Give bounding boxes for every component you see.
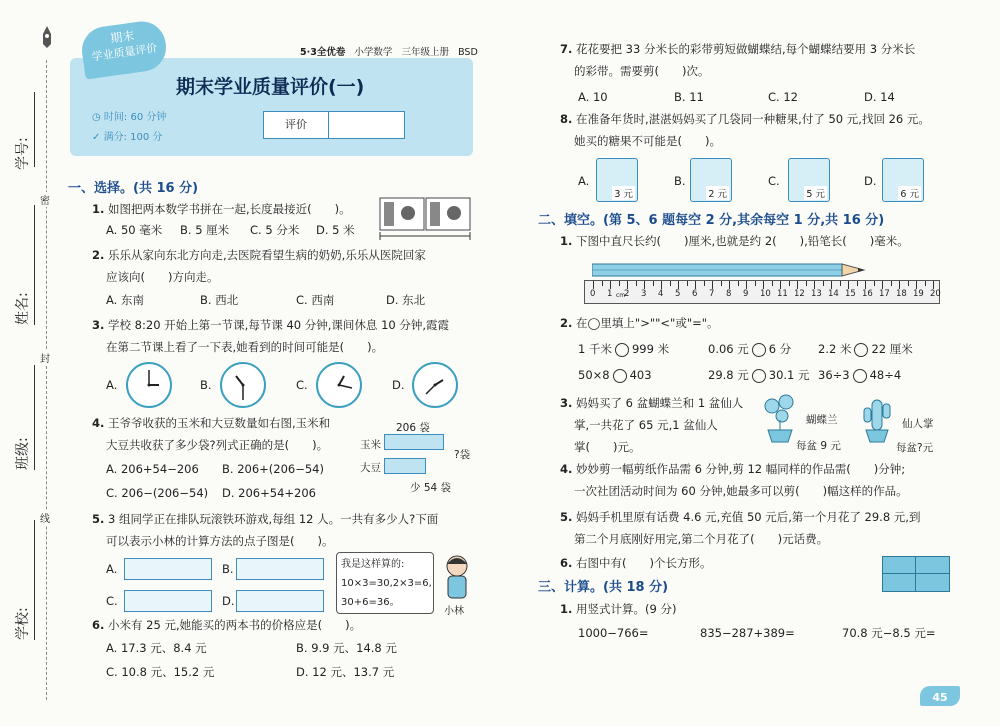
candy-price-b: 2 元 — [706, 186, 729, 200]
q2-option-d[interactable]: D. 东北 — [386, 293, 426, 307]
series-info — [300, 44, 478, 58]
cut-mark-2: 封 — [40, 350, 50, 365]
ruler-label: 14 — [828, 289, 839, 299]
ruler-label: 18 — [896, 289, 907, 299]
c1 — [560, 598, 676, 620]
compare-row-4 — [578, 364, 652, 386]
q6-option-d[interactable]: D. 12 元、13.7 元 — [296, 665, 395, 679]
q3-option-c[interactable]: C. — [296, 378, 308, 392]
q4-option-d[interactable]: D. 206+54+206 — [222, 486, 316, 500]
section3-heading: 三、计算。(共 18 分) — [538, 580, 669, 595]
q5-option-b[interactable]: B. — [222, 562, 234, 576]
ruler-label: 4 — [658, 289, 664, 299]
candy-bag-d-icon — [882, 158, 924, 202]
q8 — [560, 108, 930, 152]
ruler-label: 9 — [743, 289, 749, 299]
q1-text: 如图把两本数学书拼在一起,长度最接近( )。 — [108, 202, 351, 216]
f6-text: 右图中有( )个长方形。 — [576, 556, 712, 570]
section1-heading: 一、选择。(共 16 分) — [68, 181, 199, 196]
q8-option-c[interactable]: C. — [768, 174, 780, 188]
ruler-tick — [780, 281, 781, 289]
ruler-tick — [593, 281, 594, 289]
edition: BSD — [458, 47, 478, 58]
speech-bubble — [336, 552, 434, 614]
diagram-question-label: ?袋 — [454, 449, 471, 461]
q6-text: 小米有 25 元,她能买的两本书的价格应是( )。 — [108, 618, 362, 632]
q4-number: 4. — [92, 416, 105, 430]
q4-option-b[interactable]: B. 206+(206−54) — [222, 462, 324, 476]
f5 — [560, 506, 920, 550]
q8-option-b[interactable]: B. — [674, 174, 686, 188]
diagram-top-label: 206 袋 — [396, 422, 430, 434]
ruler-label: 20 — [930, 289, 941, 299]
f5-line2: 第二个月底刚好用完,第二个月花了( )元话费。 — [574, 532, 829, 546]
q7 — [560, 38, 915, 82]
check-icon: ✓ — [92, 132, 101, 143]
q1-option-c[interactable]: C. 5 分米 — [250, 223, 300, 237]
q8-option-a[interactable]: A. — [578, 174, 590, 188]
candy-price-c: 5 元 — [804, 186, 827, 200]
ruler-half-tick — [738, 281, 739, 286]
c1-number: 1. — [560, 602, 573, 616]
compare-row-1 — [578, 338, 669, 360]
ruler-half-tick — [704, 281, 705, 286]
f2-text: 在◯里填上">""<"或"="。 — [576, 316, 719, 330]
q8-line2: 她买的糖果不可能是( )。 — [574, 134, 721, 148]
q6-option-a[interactable]: A. 17.3 元、8.4 元 — [106, 641, 207, 655]
ruler-tick — [848, 281, 849, 289]
page-number: 45 — [932, 691, 948, 704]
q7-line2: 的彩带。需要剪( )次。 — [574, 64, 710, 78]
q7-number: 7. — [560, 42, 573, 56]
ruler-tick — [610, 281, 611, 289]
q5-option-a[interactable]: A. — [106, 562, 118, 576]
cmp-4-left: 50×8 — [578, 368, 610, 382]
cmp-5-left: 29.8 元 — [708, 368, 749, 382]
cut-mark-3: 线 — [40, 510, 50, 525]
q4-line2: 大豆共收获了多少袋?列式正确的是( )。 — [106, 438, 329, 452]
q4 — [92, 412, 330, 456]
candy-price-d: 6 元 — [898, 186, 921, 200]
q4-line1: 王爷爷收获的玉米和大豆数量如右图,玉米和 — [108, 416, 331, 430]
ruler-label: 12 — [794, 289, 805, 299]
ruler-half-tick — [636, 281, 637, 286]
compare-circle[interactable] — [752, 343, 766, 357]
clock-b-icon — [220, 362, 266, 408]
pencil-icon — [592, 262, 872, 276]
evaluation-box — [263, 111, 405, 139]
ruler-label: 5 — [675, 289, 681, 299]
ruler-half-tick — [602, 281, 603, 286]
boy-name: 小林 — [444, 606, 464, 617]
time-info — [92, 108, 166, 123]
cmp-1-left: 1 千米 — [578, 342, 612, 356]
ruler-half-tick — [857, 281, 858, 286]
ruler-half-tick — [653, 281, 654, 286]
compare-circle[interactable] — [853, 369, 867, 383]
q1-option-d[interactable]: D. 5 米 — [316, 223, 355, 237]
rocket-icon — [42, 26, 52, 50]
f4-line1: 妙妙剪一幅剪纸作品需 6 分钟,剪 12 幅同样的作品需( )分钟; — [576, 462, 906, 476]
q6-option-c[interactable]: C. 10.8 元、15.2 元 — [106, 665, 215, 679]
ruler-label: 8 — [726, 289, 732, 299]
q7-line1: 花花要把 33 分米长的彩带剪短做蝴蝶结,每个蝴蝶结要用 3 分米长 — [576, 42, 916, 56]
ruler-label: 15 — [845, 289, 856, 299]
q8-option-d[interactable]: D. — [864, 174, 877, 188]
cmp-6-left: 36÷3 — [818, 368, 850, 382]
q1-number: 1. — [92, 202, 105, 216]
clock-a-icon — [126, 362, 172, 408]
student-id-line[interactable] — [34, 92, 35, 167]
ruler-label: 0 — [590, 289, 596, 299]
diagram-soy-label: 大豆 — [360, 462, 381, 474]
dot-grid-c — [124, 590, 212, 612]
c1-text: 用竖式计算。(9 分) — [576, 602, 677, 616]
ruler-tick — [831, 281, 832, 289]
compare-row-6 — [818, 364, 901, 386]
q1-option-b[interactable]: B. 5 厘米 — [180, 223, 230, 237]
q3-option-b[interactable]: B. — [200, 378, 212, 392]
ruler-half-tick — [670, 281, 671, 286]
q5-option-c[interactable]: C. — [106, 594, 118, 608]
orchid-icon — [760, 394, 800, 444]
calc-item-1[interactable]: 1000−766= — [578, 626, 649, 640]
q2-line1: 乐乐从家向东北方向走,去医院看望生病的奶奶,乐乐从医院回家 — [108, 248, 426, 262]
q6 — [92, 614, 361, 636]
calc-item-2[interactable]: 835−287+389= — [700, 626, 795, 640]
q5-line2: 可以表示小林的计算方法的点子图是( )。 — [106, 534, 334, 548]
q6-option-b[interactable]: B. 9.9 元、14.8 元 — [296, 641, 397, 655]
rectangle-figure — [882, 556, 950, 592]
q7-option-d[interactable]: D. 14 — [864, 90, 895, 104]
dot-grid-d — [236, 590, 324, 612]
bubble-line3: 30+6=36。 — [341, 597, 400, 608]
compare-row-2 — [708, 338, 791, 360]
cut-line — [46, 60, 47, 700]
f1-number: 1. — [560, 234, 573, 248]
ruler-label: 1 — [607, 289, 613, 299]
cmp-4-right: 403 — [629, 368, 652, 382]
page-number-badge — [920, 686, 960, 706]
q5-option-d[interactable]: D. — [222, 594, 235, 608]
f3-line2: 掌,一共花了 65 元,1 盆仙人 — [574, 418, 718, 432]
q3-option-a[interactable]: A. — [106, 378, 118, 392]
f5-line1: 妈妈手机里原有话费 4.6 元,充值 50 元后,第一个月花了 29.8 元,到 — [576, 510, 921, 524]
compare-row-3 — [818, 338, 913, 360]
ruler-label: 7 — [709, 289, 715, 299]
q1 — [92, 198, 351, 220]
ruler-half-tick — [755, 281, 756, 286]
cmp-3-right: 22 厘米 — [871, 342, 913, 356]
q7-option-a[interactable]: A. 10 — [578, 90, 608, 104]
f3-number: 3. — [560, 396, 573, 410]
ruler-tick — [729, 281, 730, 289]
section2-heading: 二、填空。(第 5、6 题每空 2 分,其余每空 1 分,共 16 分) — [538, 213, 885, 228]
dot-grid-a — [124, 558, 212, 580]
grade: 三年级上册 — [401, 47, 449, 58]
ruler-tick — [627, 281, 628, 289]
ruler-half-tick — [772, 281, 773, 286]
compare-circle[interactable] — [854, 343, 868, 357]
ruler-half-tick — [687, 281, 688, 286]
f4 — [560, 458, 908, 502]
ruler-tick — [678, 281, 679, 289]
dot-grid-b — [236, 558, 324, 580]
cactus-icon — [862, 398, 892, 444]
bubble-line1: 我是这样算的: — [341, 559, 405, 570]
school-label: 学校: — [15, 607, 31, 640]
q3 — [92, 314, 449, 358]
ruler-tick — [916, 281, 917, 289]
candy-price-a: 3 元 — [612, 186, 635, 200]
books-image — [378, 196, 473, 240]
orchid-label: 蝴蝶兰 — [806, 414, 838, 426]
name-label: 姓名: — [15, 292, 31, 325]
ruler-label: 13 — [811, 289, 822, 299]
bubble-line2: 10×3=30,2×3=6, — [341, 578, 432, 589]
ruler-label: 3 — [641, 289, 647, 299]
ruler-label: 6 — [692, 289, 698, 299]
q2-option-c[interactable]: C. 西南 — [296, 293, 335, 307]
ruler-half-tick — [789, 281, 790, 286]
ruler-tick — [797, 281, 798, 289]
candy-bag-b-icon — [690, 158, 732, 202]
compare-circle[interactable] — [752, 369, 766, 383]
q2-option-b[interactable]: B. 西北 — [200, 293, 239, 307]
f1-text: 下图中直尺长约( )厘米,也就是约 2( ),铅笔长( )毫米。 — [576, 234, 909, 248]
class-label: 班级: — [15, 437, 31, 470]
ruler-tick — [661, 281, 662, 289]
candy-bag-a-icon — [596, 158, 638, 202]
f6-number: 6. — [560, 556, 573, 570]
cactus-label: 仙人掌 — [902, 418, 934, 430]
f2-number: 2. — [560, 316, 573, 330]
ruler-half-tick — [721, 281, 722, 286]
f5-number: 5. — [560, 510, 573, 524]
eval-field[interactable] — [329, 112, 404, 138]
ruler-label: 10 — [760, 289, 771, 299]
cmp-2-left: 0.06 元 — [708, 342, 749, 356]
ruler-tick — [814, 281, 815, 289]
q7-option-c[interactable]: C. 12 — [768, 90, 798, 104]
ruler-half-tick — [806, 281, 807, 286]
ruler-tick — [882, 281, 883, 289]
ruler-tick — [899, 281, 900, 289]
f1 — [560, 230, 909, 252]
student-id-label: 学号: — [15, 137, 31, 170]
q7-option-b[interactable]: B. 11 — [674, 90, 704, 104]
cmp-3-left: 2.2 米 — [818, 342, 852, 356]
ruler-label: 19 — [913, 289, 924, 299]
q2 — [92, 244, 426, 288]
page-title: 期末学业质量评价(一) — [176, 76, 365, 98]
badge-line1: 期末 — [109, 28, 136, 46]
ruler-label: 11 — [777, 289, 788, 299]
cmp-1-right: 999 米 — [631, 342, 670, 356]
cut-mark-1: 密 — [40, 192, 50, 207]
q4-option-a[interactable]: A. 206+54−206 — [106, 462, 199, 476]
ruler-half-tick — [840, 281, 841, 286]
score-info — [92, 128, 162, 143]
cactus-price: 每盆?元 — [896, 442, 934, 454]
f2 — [560, 312, 719, 334]
ruler-half-tick — [891, 281, 892, 286]
score-text: 满分: 100 分 — [103, 132, 163, 143]
q3-line2: 在第二节课上看了一下表,她看到的时间可能是( )。 — [106, 340, 384, 354]
ruler-half-tick — [619, 281, 620, 286]
series-name: 5·3全优卷 — [300, 47, 346, 58]
ruler-half-tick — [925, 281, 926, 286]
ruler-label: 17 — [879, 289, 890, 299]
compare-row-5 — [708, 364, 810, 386]
q1-option-a[interactable]: A. 50 毫米 — [106, 223, 163, 237]
calc-item-3[interactable]: 70.8 元−8.5 元= — [842, 626, 936, 640]
ruler-tick — [644, 281, 645, 289]
f3-line3: 掌( )元。 — [574, 440, 641, 454]
compare-circle[interactable] — [615, 343, 629, 357]
diagram-corn-label: 玉米 — [360, 439, 381, 451]
q5-line1: 3 组同学正在排队玩滚铁环游戏,每组 12 人。一共有多少人?下面 — [108, 512, 439, 526]
time-text: 时间: 60 分钟 — [103, 112, 167, 123]
compare-circle[interactable] — [613, 369, 627, 383]
ruler-label: 16 — [862, 289, 873, 299]
cmp-2-right: 6 分 — [768, 342, 792, 356]
ruler — [584, 280, 940, 304]
eval-label: 评价 — [264, 112, 329, 138]
ruler-tick — [763, 281, 764, 289]
diagram-less-label: 少 54 袋 — [410, 482, 452, 494]
q3-number: 3. — [92, 318, 105, 332]
badge-line2: 学业质量评价 — [90, 41, 159, 64]
f3-line1: 妈妈买了 6 盆蝴蝶兰和 1 盆仙人 — [576, 396, 744, 410]
ruler-label: 2 — [624, 289, 630, 299]
clock-d-icon — [412, 362, 458, 408]
clock-icon: ◷ — [92, 112, 101, 123]
ruler-half-tick — [874, 281, 875, 286]
ruler-tick — [933, 281, 934, 289]
q3-line1: 学校 8:20 开始上第一节课,每节课 40 分钟,课间休息 10 分钟,霞霞 — [108, 318, 450, 332]
ruler-tick — [746, 281, 747, 289]
candy-bag-c-icon — [788, 158, 830, 202]
corn-bar — [384, 434, 444, 450]
boy-icon — [440, 554, 474, 602]
ruler-tick — [865, 281, 866, 289]
school-line[interactable] — [34, 520, 35, 640]
soy-bar — [384, 458, 426, 474]
q6-number: 6. — [92, 618, 105, 632]
ruler-unit: cm — [616, 292, 626, 299]
clock-c-icon — [316, 362, 362, 408]
subject: 小学数学 — [354, 47, 393, 58]
class-line[interactable] — [34, 365, 35, 470]
q8-number: 8. — [560, 112, 573, 126]
cmp-5-right: 30.1 元 — [768, 368, 810, 382]
name-line[interactable] — [34, 205, 35, 325]
q5-number: 5. — [92, 512, 105, 526]
q4-option-c[interactable]: C. 206−(206−54) — [106, 486, 209, 500]
f4-number: 4. — [560, 462, 573, 476]
f6 — [560, 552, 712, 574]
q2-number: 2. — [92, 248, 105, 262]
f4-line2: 一次社团活动时间为 60 分钟,她最多可以剪( )幅这样的作品。 — [574, 484, 908, 498]
orchid-price: 每盆 9 元 — [796, 440, 841, 452]
ruler-tick — [695, 281, 696, 289]
ruler-half-tick — [823, 281, 824, 286]
q3-option-d[interactable]: D. — [392, 378, 405, 392]
q2-option-a[interactable]: A. 东南 — [106, 293, 144, 307]
cmp-6-right: 48÷4 — [869, 368, 902, 382]
q2-line2: 应该向( )方向走。 — [106, 270, 219, 284]
ruler-tick — [712, 281, 713, 289]
f3 — [560, 392, 743, 458]
q8-line1: 在准备年货时,湛湛妈妈买了几袋同一种糖果,付了 50 元,找回 26 元。 — [576, 112, 930, 126]
q5 — [92, 508, 438, 552]
ruler-half-tick — [908, 281, 909, 286]
